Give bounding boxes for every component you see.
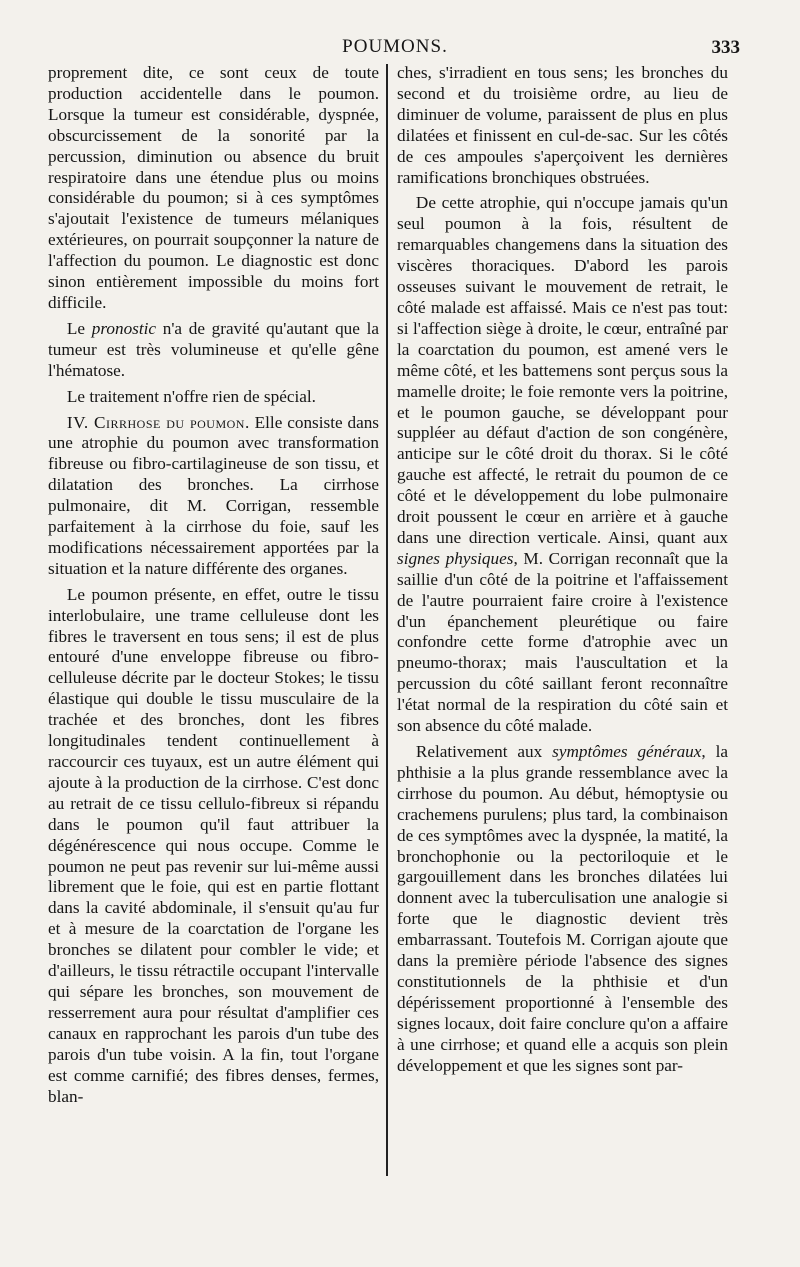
section-heading: IV. Cirrhose du poumon. bbox=[66, 412, 250, 432]
left-column bbox=[48, 63, 379, 1112]
section-paragraph: IV. Cirrhose du poumon. Elle consiste dans une atrophie du poumon avec transformation fibreuse ou fibro-cartilagineuse de son tissu, et dilatation des bronches. La cirrhose pulmonaire, dit M. Corrigan, ressemble parfaitement à la cirrhose du foie, sauf les modifications nécessairement apportées par la situation et la nature différente des organes. bbox=[48, 412, 379, 578]
paragraph: Le poumon présente, en effet, outre le tissu interlobulaire, une trame celluleuse dont les fibres le traversent en tous sens; il est de plus entouré d'une enveloppe fibreuse ou fibro-celluleuse décrite par le docteur Stokes; le tissu élastique qui double le tissu musculaire de la trachée et des bronches, dont les fibres longitudinales tendent continuellement à raccourcir ces tuyaux, est un autre élément qui ajoute à la production de la cirrhose. C'est donc au retrait de ce tissu cellulo-fibreux si répandu dans le poumon qu'il faut attribuer la dégénérescence qui nous occupe. Comme le poumon ne peut pas revenir sur lui-même aussi librement que le foie, qui est en partie flottant dans la cavité abdominale, il s'ensuit qu'au fur et à mesure de la coarctation de l'organe les bronches se dilatent pour combler le vide; et d'ailleurs, le tissu rétractile occupant l'intervalle qui sépare les bronches, son mouvement de resserrement aura pour résultat d'amplifier ces canaux en rapprochant les parois d'un tube des parois d'un tube voisin. A la fin, tout l'organe est comme carnifié; des fibres denses, fermes, blan- bbox=[48, 584, 379, 1106]
paragraph: ches, s'irradient en tous sens; les bronches du second et du troisième ordre, au lieu de diminuer de volume, paraissent de plus en plus dilatées et finissent en cul-de-sac. Sur les côtés de ces ampoules s'aperçoivent les dernières ramifications bronchiques obstruées. bbox=[397, 63, 728, 187]
paragraph: Relativement aux symptômes généraux, la phthisie a la plus grande ressemblance avec la cirrhose du poumon. Au début, hémoptysie ou crachemens purulens; plus tard, la combinaison de ces symptômes avec la dyspnée, la matité, la bronchophonie ou la pectoriloquie et le gargouillement dans les bronches dilatées lui donnent avec la tuberculisation une analogie si forte que le diagnostic devient très embarrassant. Toutefois M. Corrigan ajoute que dans la première période l'absence des signes constitutionnels de la phthisie et d'un dépérissement proportionné à l'ensemble des signes locaux, doit faire conclure qu'on a affaire à une cirrhose; et quand elle a acquis son plein développement et que les signes sont par- bbox=[397, 742, 728, 1075]
column-divider bbox=[386, 64, 388, 1176]
running-title: POUMONS. bbox=[342, 36, 448, 57]
paragraph: Le traitement n'offre rien de spécial. bbox=[66, 386, 316, 406]
emphasis: pronostic bbox=[91, 318, 157, 338]
emphasis: signes physiques bbox=[397, 548, 514, 568]
paragraph: Le pronostic n'a de gravité qu'autant que la tumeur est très volumineuse et qu'elle gêne l'hématose. bbox=[48, 318, 379, 380]
emphasis: symptômes généraux bbox=[552, 742, 702, 761]
right-column bbox=[397, 63, 728, 1082]
paragraph: De cette atrophie, qui n'occupe jamais qu'un seul poumon à la fois, résultent de remarquables changemens dans la situation des viscères thoraciques. D'abord les parois osseuses suivant le mouvement de retrait, le côté malade est affaissé. Mais ce n'est pas tout: si l'affection siège à droite, le cœur, entraîné par la coarctation du poumon, est amené vers le même côté, et les battemens sont perçus sous la mamelle droite; le foie remonte vers la poitrine, et le poumon gauche, se développant pour suppléer au défaut d'action de son congénère, anticipe sur le côté droit du thorax. Si le côté gauche est affecté, le retrait du poumon de ce côté et le développement du lobe pulmonaire droit poussent le cœur en arrière et à gauche dans une direction verticale. Ainsi, quant aux signes physiques, M. Corrigan reconnaît que la saillie d'un côté de la poitrine et l'affaissement de l'autre pourraient faire croire à l'existence d'un épanchement pleurétique ou faire confondre cette forme d'atrophie avec un pneumo-thorax; mais l'auscultation et la percussion du côté saillant feront reconnaître l'état normal de la respiration du côté sain et son absence du côté malade. bbox=[397, 193, 728, 736]
page-header bbox=[50, 36, 740, 64]
paragraph: proprement dite, ce sont ceux de toute production accidentelle dans le poumon. Lorsque la tumeur est considérable, dyspnée, obscurcissement de la sonorité par la percussion, diminution ou absence du bruit respiratoire dans une étendue plus ou moins considérable du poumon; si à ces symptômes s'ajoutait l'existence de tumeurs mélaniques extérieures, on pourrait soupçonner la nature de l'affection du poumon. Le diagnostic est donc sinon entièrement impossible du moins fort difficile. bbox=[48, 63, 379, 312]
page-number: 333 bbox=[711, 37, 740, 58]
